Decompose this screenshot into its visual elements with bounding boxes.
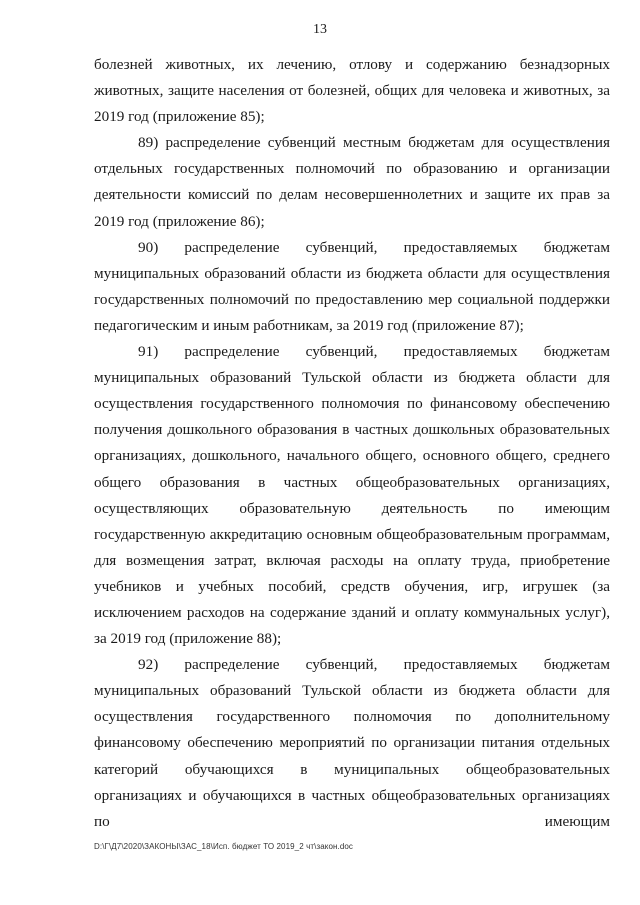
paragraph-92 [94,652,610,835]
paragraph-91 [94,339,610,652]
paragraph-text: 89) распределение субвенций местным бюджетам для осуществления отдельных государственных полномочий по образованию и организации деятельности комиссий по делам несовершеннолетних и защите их прав за 2019 год (приложение 86); [94,134,610,230]
paragraph-text: болезней животных, их лечению, отлову и содержанию безнадзорных животных, защите населения от болезней, общих для человека и животных, за 2019 год (приложение 85); [94,56,610,126]
file-path-footer: D:\Г\Д7\2020\ЗАКОНЫ\ЗАС_18\Исп. бюджет ТО 2019_2 чт\закон.doc [94,842,354,851]
document-body [94,52,610,835]
paragraph-text: 90) распределение субвенций, предоставляемых бюджетам муниципальных образований области из бюджета области для осуществления государственных полномочий по предоставлению мер социальной поддержки педагогическим и иным работникам, за 2019 год (приложение 87); [94,238,610,334]
paragraph-89 [94,130,610,234]
paragraph-text: 92) распределение субвенций, предоставляемых бюджетам муниципальных образований Тульской области из бюджета области для осуществления государственного полномочия по дополнительному финансовому обеспечению мероприятий по организации питания отдельных категорий обучающихся в муниципальных общеобразовательных организациях и обучающихся в частных общеобразовательных организациях по имеющим [94,656,610,830]
paragraph-85-continuation [94,52,610,130]
page-number: 13 [313,22,327,37]
paragraph-text: 91) распределение субвенций, предоставляемых бюджетам муниципальных образований Тульской области из бюджета области для осуществления государственного полномочия по финансовому обеспечению получения дошкольного образования в частных дошкольных образовательных организациях, дошкольного, начального общего, основного общего, среднего общего образования в частных общеобразовательных организациях, осуществляющих образовательную деятельность по имеющим государственную аккредитацию основным общеобразовательным программам, для возмещения затрат, включая расходы на оплату труда, приобретение учебников и учебных пособий, средств обучения, игр, игрушек (за исключением расходов на содержание зданий и оплату коммунальных услуг), за 2019 год (приложение 88); [94,343,610,648]
paragraph-90 [94,235,610,339]
